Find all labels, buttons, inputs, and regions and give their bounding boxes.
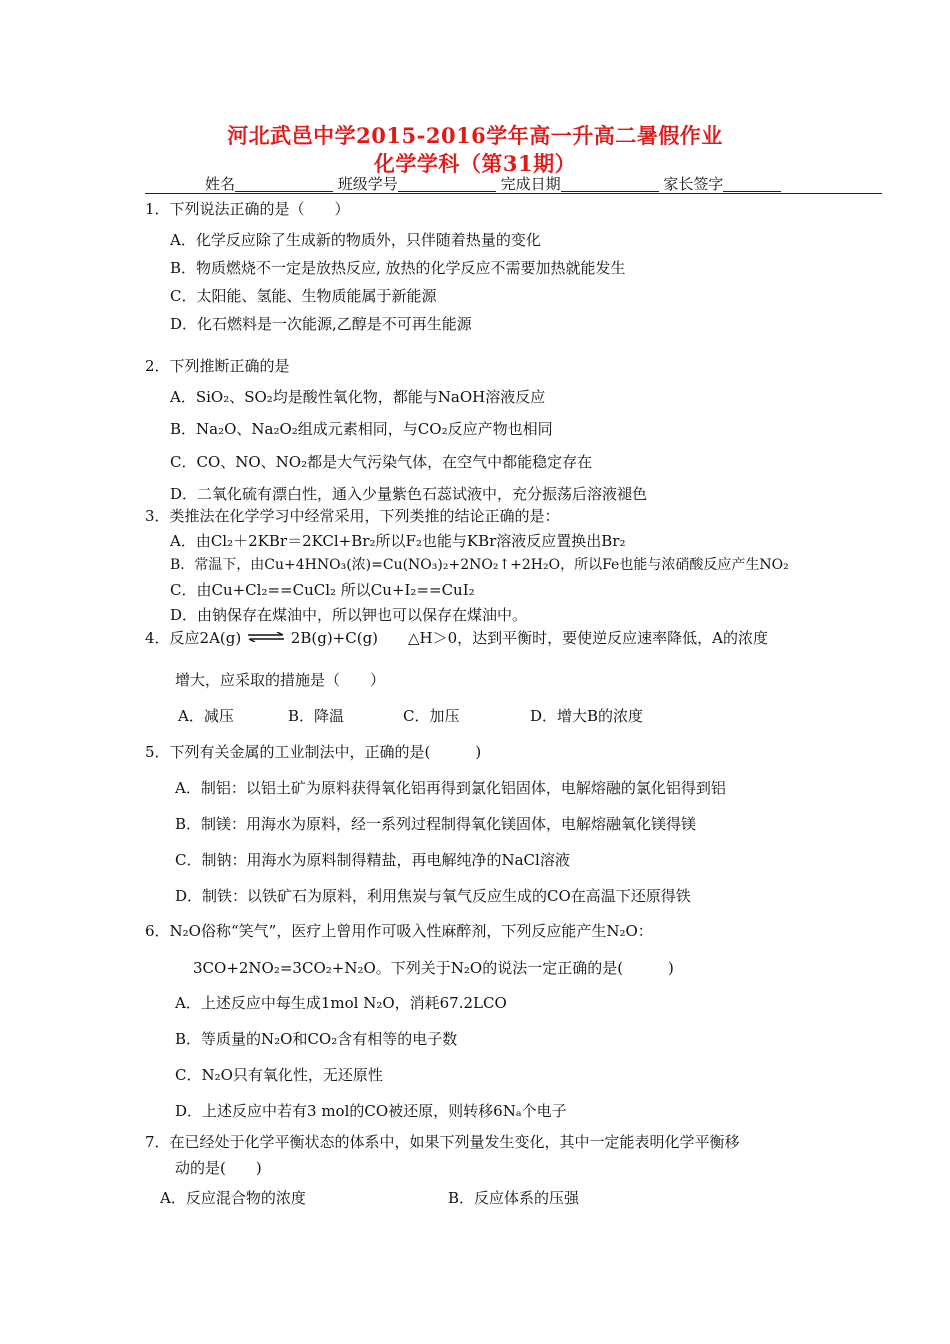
name-label: 姓名 xyxy=(205,175,236,193)
question-5-stem: 5．下列有关金属的工业制法中，正确的是( ) xyxy=(145,743,482,761)
question-2-option-a: A．SiO₂、SO₂均是酸性氧化物，都能与NaOH溶液反应 xyxy=(170,388,546,406)
question-5-option-a: A．制铝：以铝土矿为原料获得氧化铝再得到氯化铝固体，电解熔融的氯化铝得到铝 xyxy=(175,779,726,797)
question-1-option-d: D．化石燃料是一次能源,乙醇是不可再生能源 xyxy=(170,315,472,333)
question-1-option-c: C．太阳能、氢能、生物质能属于新能源 xyxy=(170,287,437,305)
question-4-option-c: C．加压 xyxy=(403,707,460,725)
class-no-label: 班级学号 xyxy=(337,175,398,193)
question-1-stem: 1．下列说法正确的是（ ） xyxy=(145,200,350,218)
question-3-option-a: A．由Cl₂＋2KBr＝2KCl+Br₂所以F₂也能与KBr溶液反应置换出Br₂ xyxy=(170,532,626,550)
question-6-option-b: B．等质量的N₂O和CO₂含有相等的电子数 xyxy=(175,1030,458,1048)
question-3-option-d: D．由钠保存在煤油中，所以钾也可以保存在煤油中。 xyxy=(170,606,528,624)
question-5-option-d: D．制铁：以铁矿石为原料，利用焦炭与氧气反应生成的CO在高温下还原得铁 xyxy=(175,887,691,905)
question-4-option-d: D．增大B的浓度 xyxy=(530,707,644,725)
date-label: 完成日期 xyxy=(500,175,561,193)
question-3-option-b: B．常温下，由Cu+4HNO₃(浓)=Cu(NO₃)₂+2NO₂↑+2H₂O，所以Fe也能与浓硝酸反应产生NO₂ xyxy=(170,557,789,573)
question-4-stem-continued: 增大，应采取的措施是（ ） xyxy=(175,671,386,689)
question-6-stem: 6．N₂O俗称“笑气”，医疗上曾用作可吸入性麻醉剂，下列反应能产生N₂O： xyxy=(145,922,653,940)
question-2-option-b: B．Na₂O、Na₂O₂组成元素相同，与CO₂反应产物也相同 xyxy=(170,420,553,438)
question-2-option-c: C．CO、NO、NO₂都是大气污染气体，在空气中都能稳定存在 xyxy=(170,453,593,471)
question-3-option-c: C．由Cu+Cl₂==CuCl₂ 所以Cu+I₂==CuI₂ xyxy=(170,581,475,599)
question-5-option-c: C．制钠：用海水为原料制得精盐，再电解纯净的NaCl溶液 xyxy=(175,851,570,869)
parent-signature-label: 家长签字 xyxy=(663,175,724,193)
question-6-stem-continued: 3CO+2NO₂=3CO₂+N₂O。下列关于N₂O的说法一定正确的是( ) xyxy=(193,959,674,977)
question-1-option-b: B．物质燃烧不一定是放热反应, 放热的化学反应不需要加热就能发生 xyxy=(170,259,626,277)
equilibrium-arrow-icon xyxy=(246,632,286,642)
name-blank[interactable] xyxy=(235,176,333,192)
question-4-stem-end: 2B(g)+C(g) △H＞0，达到平衡时，要使逆反应速率降低，A的浓度 xyxy=(290,629,769,647)
date-blank[interactable] xyxy=(561,176,659,192)
parent-signature-blank[interactable] xyxy=(723,176,781,192)
question-6-option-a: A．上述反应中每生成1mol N₂O，消耗67.2LCO xyxy=(175,994,507,1012)
question-2-option-d: D．二氧化硫有漂白性，通入少量紫色石蕊试液中，充分振荡后溶液褪色 xyxy=(170,485,648,503)
question-7-stem: 7．在已经处于化学平衡状态的体系中，如果下列量发生变化，其中一定能表明化学平衡移 xyxy=(145,1133,740,1151)
question-4-option-a: A．减压 xyxy=(178,707,234,725)
question-6-option-c: C．N₂O只有氧化性，无还原性 xyxy=(175,1066,383,1084)
question-5-option-b: B．制镁：用海水为原料，经一系列过程制得氧化镁固体，电解熔融氧化镁得镁 xyxy=(175,815,697,833)
page-subtitle: 化学学科（第31期） xyxy=(373,151,577,176)
question-4-stem-start: 4．反应2A(g) xyxy=(145,629,242,647)
question-6-option-d: D．上述反应中若有3 mol的CO被还原，则转移6Nₐ个电子 xyxy=(175,1102,567,1120)
question-7-stem-continued: 动的是( ) xyxy=(175,1159,262,1177)
page-title: 河北武邑中学2015-2016学年高一升高二暑假作业 xyxy=(227,123,723,148)
question-3-stem: 3．类推法在化学学习中经常采用，下列类推的结论正确的是： xyxy=(145,507,560,525)
question-7-option-a: A．反应混合物的浓度 xyxy=(160,1189,306,1207)
question-4-stem xyxy=(145,627,768,648)
question-7-option-b: B．反应体系的压强 xyxy=(448,1189,580,1207)
question-2-stem: 2．下列推断正确的是 xyxy=(145,357,290,375)
question-1-option-a: A．化学反应除了生成新的物质外，只伴随着热量的变化 xyxy=(170,231,541,249)
student-info-line xyxy=(145,173,882,194)
class-no-blank[interactable] xyxy=(398,176,496,192)
question-4-option-b: B．降温 xyxy=(288,707,345,725)
